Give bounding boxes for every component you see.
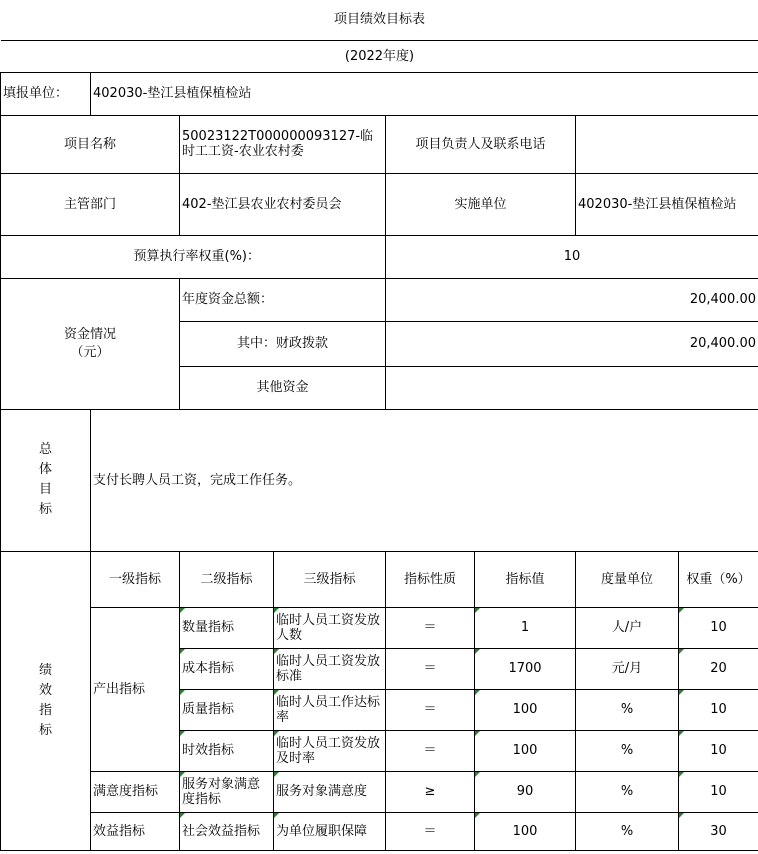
budget-weight-value: 10 bbox=[386, 235, 758, 278]
level2-cell: 数量指标 bbox=[180, 607, 274, 648]
header-value: 指标值 bbox=[475, 551, 576, 607]
dept-value: 402-垫江县农业农村委员会 bbox=[180, 173, 386, 235]
weight-cell: 20 bbox=[679, 648, 758, 689]
dept-label: 主管部门 bbox=[1, 173, 180, 235]
unit-cell: % bbox=[576, 771, 679, 812]
value-cell: 100 bbox=[475, 812, 576, 850]
value-cell: 1700 bbox=[475, 648, 576, 689]
header-level3: 三级指标 bbox=[274, 551, 386, 607]
unit-cell: % bbox=[576, 812, 679, 850]
performance-label-cell bbox=[1, 551, 91, 850]
level3-cell: 服务对象满意度 bbox=[274, 771, 386, 812]
nature-cell: ＝ bbox=[386, 730, 475, 771]
unit-value: 402030-垫江县植保植检站 bbox=[91, 72, 758, 115]
weight-cell: 10 bbox=[679, 730, 758, 771]
project-owner-value bbox=[576, 115, 758, 173]
level2-cell: 服务对象满意度指标 bbox=[180, 771, 274, 812]
project-name-value: 50023122T000000093127-临时工工资-农业农村委 bbox=[180, 115, 386, 173]
impl-unit-label: 实施单位 bbox=[386, 173, 576, 235]
funds-fiscal-value: 20,400.00 bbox=[386, 321, 758, 366]
nature-cell: ＝ bbox=[386, 689, 475, 730]
impl-unit-value: 402030-垫江县植保植检站 bbox=[576, 173, 758, 235]
performance-label: 绩效指标 bbox=[38, 662, 52, 738]
funds-label-text: 资金情况（元） bbox=[63, 326, 116, 360]
nature-cell: ＝ bbox=[386, 607, 475, 648]
unit-label: 填报单位： bbox=[1, 72, 91, 115]
level2-cell: 成本指标 bbox=[180, 648, 274, 689]
sheet-title: 项目绩效目标表 bbox=[1, 0, 758, 40]
goal-label: 总体目标 bbox=[38, 442, 52, 517]
funds-label bbox=[1, 278, 180, 409]
level1-output: 产出指标 bbox=[91, 607, 180, 771]
unit-cell: % bbox=[576, 730, 679, 771]
header-level2: 二级指标 bbox=[180, 551, 274, 607]
header-weight: 权重（%） bbox=[679, 551, 758, 607]
nature-cell: ＝ bbox=[386, 812, 475, 850]
level3-cell: 临时人员工资发放及时率 bbox=[274, 730, 386, 771]
unit-cell: 人/户 bbox=[576, 607, 679, 648]
value-cell: 100 bbox=[475, 730, 576, 771]
funds-other-value bbox=[386, 366, 758, 409]
weight-cell: 10 bbox=[679, 771, 758, 812]
nature-cell: ＝ bbox=[386, 648, 475, 689]
weight-cell: 10 bbox=[679, 607, 758, 648]
level2-cell: 社会效益指标 bbox=[180, 812, 274, 850]
weight-cell: 10 bbox=[679, 689, 758, 730]
project-owner-label: 项目负责人及联系电话 bbox=[386, 115, 576, 173]
level3-cell: 为单位履职保障 bbox=[274, 812, 386, 850]
value-cell: 100 bbox=[475, 689, 576, 730]
unit-cell: % bbox=[576, 689, 679, 730]
project-name-label: 项目名称 bbox=[1, 115, 180, 173]
level3-cell: 临时人员工资发放标准 bbox=[274, 648, 386, 689]
value-cell: 90 bbox=[475, 771, 576, 812]
funds-other-label: 其他资金 bbox=[180, 366, 386, 409]
goal-text: 支付长聘人员工资，完成工作任务。 bbox=[91, 409, 758, 551]
level1-satisfaction: 满意度指标 bbox=[91, 771, 180, 812]
header-unit: 度量单位 bbox=[576, 551, 679, 607]
funds-fiscal-label: 其中：财政拨款 bbox=[180, 321, 386, 366]
unit-cell: 元/月 bbox=[576, 648, 679, 689]
funds-total-label: 年度资金总额： bbox=[180, 278, 386, 321]
nature-cell: ≥ bbox=[386, 771, 475, 812]
level3-cell: 临时人员工作达标率 bbox=[274, 689, 386, 730]
sheet-year: (2022年度) bbox=[1, 40, 758, 72]
goal-label-cell bbox=[1, 409, 91, 551]
level3-cell: 临时人员工资发放人数 bbox=[274, 607, 386, 648]
header-level1: 一级指标 bbox=[91, 551, 180, 607]
weight-cell: 30 bbox=[679, 812, 758, 850]
funds-total-value: 20,400.00 bbox=[386, 278, 758, 321]
budget-weight-label: 预算执行率权重(%)： bbox=[1, 235, 386, 278]
level2-cell: 时效指标 bbox=[180, 730, 274, 771]
level1-benefit: 效益指标 bbox=[91, 812, 180, 850]
level2-cell: 质量指标 bbox=[180, 689, 274, 730]
header-nature: 指标性质 bbox=[386, 551, 475, 607]
value-cell: 1 bbox=[475, 607, 576, 648]
